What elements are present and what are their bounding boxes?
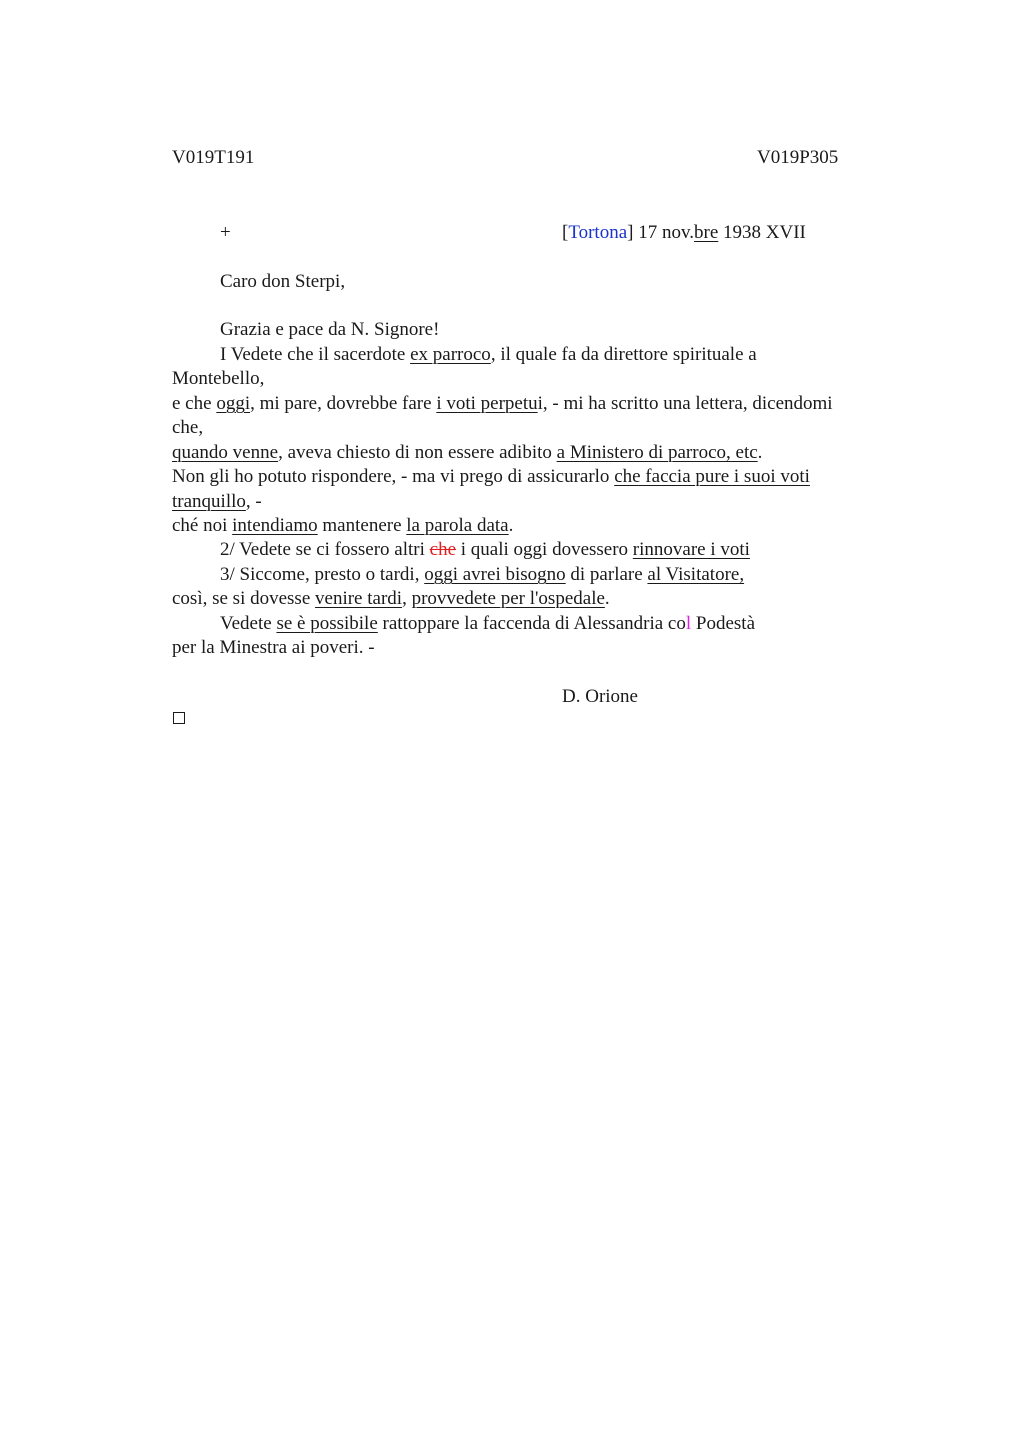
text-run: , il quale fa da direttore spirituale a bbox=[490, 344, 757, 365]
signature: D. Orione bbox=[562, 686, 638, 707]
deleted-run: che bbox=[429, 539, 457, 560]
underlined-run: al Visitatore, bbox=[647, 564, 745, 585]
date-pre: 17 nov. bbox=[633, 222, 695, 243]
p3-line-1 bbox=[220, 563, 744, 587]
text-run: e che bbox=[172, 393, 217, 414]
underlined-run: oggi bbox=[216, 393, 251, 414]
p3-line-2 bbox=[172, 587, 610, 611]
end-box-icon bbox=[173, 712, 185, 724]
underlined-run: rinnovare i voti bbox=[632, 539, 750, 560]
corrected-run: l bbox=[685, 613, 692, 634]
bracket-open: [ bbox=[562, 222, 569, 243]
date-post: 1938 XVII bbox=[718, 222, 806, 243]
text-run: 3/ Siccome, presto o tardi, bbox=[220, 564, 425, 585]
underlined-run: i voti perpetu bbox=[436, 393, 538, 414]
p1-line-3 bbox=[172, 392, 833, 416]
text-run: rattoppare la faccenda di Alessandria co bbox=[377, 613, 686, 634]
p1-line-2: Montebello, bbox=[172, 368, 265, 389]
salutation: Caro don Sterpi, bbox=[220, 271, 346, 292]
text-run: , mi pare, dovrebbe fare bbox=[250, 393, 437, 414]
p1-line-6 bbox=[172, 465, 810, 489]
dateline bbox=[562, 221, 806, 245]
p1-line-7 bbox=[172, 490, 262, 514]
p4-line-1 bbox=[220, 612, 755, 636]
p1-line-5 bbox=[172, 441, 762, 465]
underlined-run: intendiamo bbox=[232, 515, 318, 536]
text-run: . bbox=[604, 588, 610, 609]
underlined-run: la parola data bbox=[406, 515, 509, 536]
text-run: . bbox=[757, 442, 763, 463]
underlined-run: se è possibile bbox=[276, 613, 378, 634]
text-run: . bbox=[508, 515, 514, 536]
text-run: I Vedete che il sacerdote bbox=[220, 344, 411, 365]
underlined-run: quando venne bbox=[172, 442, 279, 463]
text-run: ché noi bbox=[172, 515, 233, 536]
text-run: così, se si dovesse bbox=[172, 588, 316, 609]
underlined-run: venire tardi bbox=[315, 588, 403, 609]
text-run: Vedete bbox=[220, 613, 277, 634]
underlined-run: che faccia pure i suoi voti bbox=[614, 466, 810, 487]
date-sup: bre bbox=[694, 222, 719, 243]
underlined-run: a Ministero di parroco, etc bbox=[556, 442, 758, 463]
text-run: i quali oggi dovessero bbox=[456, 539, 633, 560]
underlined-run: oggi avrei bisogno bbox=[424, 564, 566, 585]
text-run: Non gli ho potuto rispondere, - ma vi prego di assicurarlo bbox=[172, 466, 615, 487]
p2-line-1 bbox=[220, 538, 750, 562]
underlined-run: provvedete per l'ospedale bbox=[411, 588, 605, 609]
place-name: Tortona bbox=[568, 222, 628, 243]
text-run: di parlare bbox=[565, 564, 648, 585]
greeting: Grazia e pace da N. Signore! bbox=[220, 319, 440, 340]
text-run: , - bbox=[245, 491, 262, 512]
p1-line-4: che, bbox=[172, 417, 204, 438]
text-run: , aveva chiesto di non essere adibito bbox=[278, 442, 557, 463]
cross-mark: + bbox=[220, 222, 231, 243]
bracket-close: ] bbox=[627, 222, 634, 243]
header-right-code: V019P305 bbox=[757, 147, 839, 168]
p1-line-8 bbox=[172, 514, 513, 538]
text-run: i, - mi ha scritto una lettera, dicendomi bbox=[537, 393, 833, 414]
underlined-run: ex parroco bbox=[410, 344, 491, 365]
text-run: , bbox=[402, 588, 412, 609]
text-run: mantenere bbox=[317, 515, 407, 536]
header-left-code: V019T191 bbox=[172, 147, 255, 168]
text-run: Podestà bbox=[691, 613, 755, 634]
p1-line-1 bbox=[220, 343, 757, 367]
underlined-run: tranquillo bbox=[172, 491, 246, 512]
text-run: 2/ Vedete se ci fossero altri bbox=[220, 539, 430, 560]
p4-line-2: per la Minestra ai poveri. - bbox=[172, 637, 375, 658]
